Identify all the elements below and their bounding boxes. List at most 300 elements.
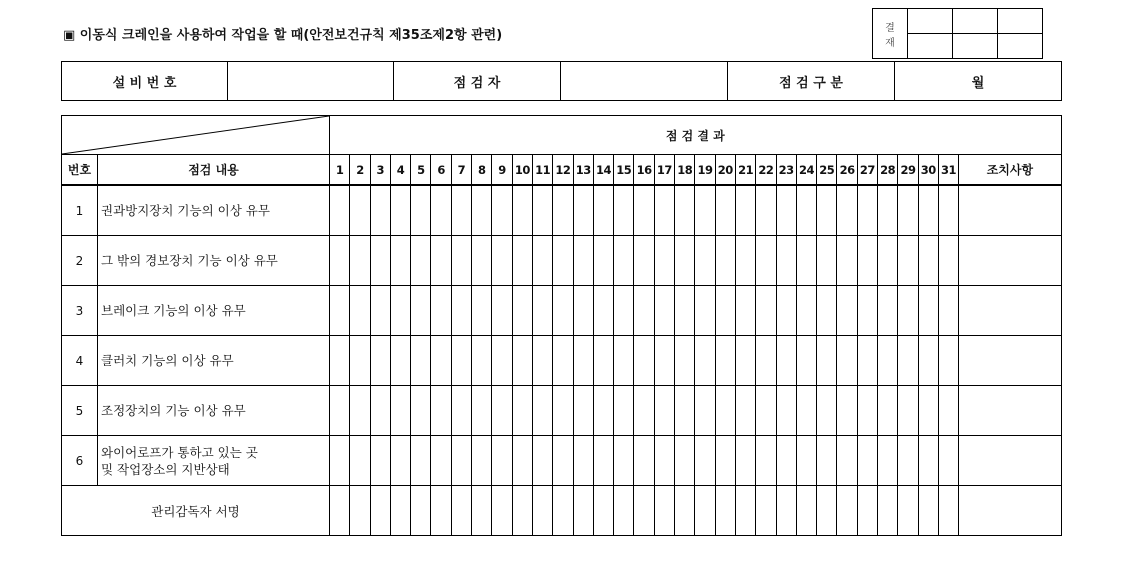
check-cell[interactable] xyxy=(634,185,654,236)
check-cell[interactable] xyxy=(654,386,674,436)
check-cell[interactable] xyxy=(938,436,958,486)
check-cell[interactable] xyxy=(370,286,390,336)
check-cell[interactable] xyxy=(532,436,552,486)
check-cell[interactable] xyxy=(938,386,958,436)
signature-cell[interactable] xyxy=(817,486,837,536)
check-cell[interactable] xyxy=(837,286,857,336)
action-cell[interactable] xyxy=(959,386,1061,436)
signature-cell[interactable] xyxy=(411,486,431,536)
check-cell[interactable] xyxy=(553,386,573,436)
check-cell[interactable] xyxy=(614,286,634,336)
check-cell[interactable] xyxy=(878,236,898,286)
col-header-day: 27 xyxy=(857,155,877,186)
check-cell[interactable] xyxy=(512,436,532,486)
item-number: 2 xyxy=(62,236,98,286)
col-header-day: 25 xyxy=(817,155,837,186)
check-cell[interactable] xyxy=(614,386,634,436)
check-cell[interactable] xyxy=(796,185,816,236)
table-row xyxy=(62,436,1062,486)
item-content-line: 조정장치의 기능 이상 유무 xyxy=(101,403,246,418)
col-header-day: 17 xyxy=(654,155,674,186)
inspector-label: 점 검 자 xyxy=(394,62,561,101)
info-table xyxy=(61,61,1062,101)
check-cell[interactable] xyxy=(898,386,918,436)
check-cell[interactable] xyxy=(796,236,816,286)
check-cell[interactable] xyxy=(654,185,674,236)
check-cell[interactable] xyxy=(776,336,796,386)
item-number: 1 xyxy=(62,185,98,236)
signature-cell[interactable] xyxy=(472,486,492,536)
check-cell[interactable] xyxy=(938,336,958,386)
check-cell[interactable] xyxy=(593,386,613,436)
check-cell[interactable] xyxy=(553,336,573,386)
category-field[interactable]: 월 xyxy=(895,62,1062,101)
check-cell[interactable] xyxy=(675,236,695,286)
col-header-day: 29 xyxy=(898,155,918,186)
action-cell[interactable] xyxy=(959,286,1061,336)
col-header-day: 18 xyxy=(675,155,695,186)
check-cell[interactable] xyxy=(634,286,654,336)
check-cell[interactable] xyxy=(330,336,350,386)
check-cell[interactable] xyxy=(715,436,735,486)
check-cell[interactable] xyxy=(431,185,451,236)
check-cell[interactable] xyxy=(817,336,837,386)
check-cell[interactable] xyxy=(472,436,492,486)
check-cell[interactable] xyxy=(715,336,735,386)
check-cell[interactable] xyxy=(451,336,471,386)
check-cell[interactable] xyxy=(878,436,898,486)
check-cell[interactable] xyxy=(330,286,350,336)
approval-cell[interactable] xyxy=(998,9,1043,34)
col-header-day: 22 xyxy=(756,155,776,186)
check-cell[interactable] xyxy=(857,286,877,336)
check-cell[interactable] xyxy=(837,386,857,436)
check-cell[interactable] xyxy=(817,386,837,436)
check-cell[interactable] xyxy=(350,436,370,486)
check-cell[interactable] xyxy=(654,286,674,336)
table-row xyxy=(62,286,1062,336)
check-cell[interactable] xyxy=(634,386,654,436)
check-cell[interactable] xyxy=(573,185,593,236)
check-cell[interactable] xyxy=(350,236,370,286)
check-cell[interactable] xyxy=(512,336,532,386)
col-header-no: 번호 xyxy=(62,155,98,186)
category-label: 점 검 구 분 xyxy=(728,62,895,101)
check-cell[interactable] xyxy=(350,336,370,386)
check-cell[interactable] xyxy=(492,436,512,486)
check-cell[interactable] xyxy=(817,436,837,486)
approval-cell[interactable] xyxy=(908,9,953,34)
signature-cell[interactable] xyxy=(695,486,715,536)
check-cell[interactable] xyxy=(695,286,715,336)
check-cell[interactable] xyxy=(573,236,593,286)
check-cell[interactable] xyxy=(451,386,471,436)
item-content-line: 권과방지장치 기능의 이상 유무 xyxy=(101,203,270,218)
check-cell[interactable] xyxy=(411,386,431,436)
check-cell[interactable] xyxy=(898,436,918,486)
check-cell[interactable] xyxy=(857,336,877,386)
check-cell[interactable] xyxy=(532,286,552,336)
approval-sign-cell[interactable] xyxy=(953,34,998,59)
check-cell[interactable] xyxy=(878,336,898,386)
item-number: 5 xyxy=(62,386,98,436)
check-cell[interactable] xyxy=(411,286,431,336)
item-content-line: 및 작업장소의 지반상태 xyxy=(101,461,230,477)
col-header-day: 30 xyxy=(918,155,938,186)
check-cell[interactable] xyxy=(492,236,512,286)
supervisor-signature-label: 관리감독자 서명 xyxy=(62,486,330,536)
approval-sign-cell[interactable] xyxy=(998,34,1043,59)
check-cell[interactable] xyxy=(553,236,573,286)
check-cell[interactable] xyxy=(472,236,492,286)
col-header-day: 14 xyxy=(593,155,613,186)
col-header-day: 16 xyxy=(634,155,654,186)
signature-cell[interactable] xyxy=(390,486,410,536)
check-cell[interactable] xyxy=(857,236,877,286)
check-cell[interactable] xyxy=(918,386,938,436)
diagonal-line xyxy=(62,116,329,154)
check-cell[interactable] xyxy=(918,236,938,286)
check-cell[interactable] xyxy=(735,236,755,286)
check-cell[interactable] xyxy=(634,336,654,386)
check-cell[interactable] xyxy=(776,185,796,236)
signature-cell[interactable] xyxy=(370,486,390,536)
check-cell[interactable] xyxy=(512,236,532,286)
signature-cell[interactable] xyxy=(431,486,451,536)
check-cell[interactable] xyxy=(817,286,837,336)
signature-cell[interactable] xyxy=(918,486,938,536)
check-cell[interactable] xyxy=(390,386,410,436)
check-cell[interactable] xyxy=(431,386,451,436)
col-header-day: 20 xyxy=(715,155,735,186)
signature-cell[interactable] xyxy=(330,486,350,536)
action-cell[interactable] xyxy=(959,436,1061,486)
check-cell[interactable] xyxy=(675,436,695,486)
check-cell[interactable] xyxy=(614,436,634,486)
check-cell[interactable] xyxy=(918,436,938,486)
check-cell[interactable] xyxy=(390,236,410,286)
col-header-day: 3 xyxy=(370,155,390,186)
form-title: ▣ 이동식 크레인을 사용하여 작업을 할 때(안전보건규칙 제35조제2항 관련) xyxy=(63,28,503,43)
check-cell[interactable] xyxy=(837,185,857,236)
col-header-day: 1 xyxy=(330,155,350,186)
check-cell[interactable] xyxy=(756,386,776,436)
signature-cell[interactable] xyxy=(451,486,471,536)
item-content xyxy=(98,336,330,386)
signature-cell[interactable] xyxy=(350,486,370,536)
inspection-table xyxy=(61,115,1062,536)
check-cell[interactable] xyxy=(370,236,390,286)
inspector-field[interactable] xyxy=(561,62,728,101)
check-cell[interactable] xyxy=(735,386,755,436)
col-header-day: 23 xyxy=(776,155,796,186)
check-cell[interactable] xyxy=(796,286,816,336)
col-header-action: 조치사항 xyxy=(959,155,1061,186)
check-cell[interactable] xyxy=(756,336,776,386)
signature-cell[interactable] xyxy=(857,486,877,536)
col-header-day: 26 xyxy=(837,155,857,186)
signature-cell[interactable] xyxy=(898,486,918,536)
check-cell[interactable] xyxy=(573,286,593,336)
col-header-content: 점검 내용 xyxy=(98,155,330,186)
check-cell[interactable] xyxy=(512,286,532,336)
item-content xyxy=(98,286,330,336)
check-cell[interactable] xyxy=(330,436,350,486)
check-cell[interactable] xyxy=(431,286,451,336)
col-header-day: 11 xyxy=(532,155,552,186)
check-cell[interactable] xyxy=(472,286,492,336)
check-cell[interactable] xyxy=(411,336,431,386)
check-cell[interactable] xyxy=(350,386,370,436)
signature-cell[interactable] xyxy=(532,486,552,536)
equipment-no-label: 설 비 번 호 xyxy=(62,62,228,101)
result-header: 점 검 결 과 xyxy=(330,116,1062,155)
check-cell[interactable] xyxy=(472,336,492,386)
check-cell[interactable] xyxy=(735,286,755,336)
check-cell[interactable] xyxy=(776,236,796,286)
check-cell[interactable] xyxy=(350,286,370,336)
check-cell[interactable] xyxy=(878,185,898,236)
check-cell[interactable] xyxy=(735,336,755,386)
check-cell[interactable] xyxy=(817,236,837,286)
check-cell[interactable] xyxy=(370,185,390,236)
check-cell[interactable] xyxy=(492,386,512,436)
check-cell[interactable] xyxy=(715,185,735,236)
check-cell[interactable] xyxy=(330,185,350,236)
check-cell[interactable] xyxy=(431,436,451,486)
check-cell[interactable] xyxy=(370,386,390,436)
col-header-day: 9 xyxy=(492,155,512,186)
diagonal-header-cell xyxy=(62,116,330,155)
col-header-day: 31 xyxy=(938,155,958,186)
col-header-day: 15 xyxy=(614,155,634,186)
table-row xyxy=(62,185,1062,236)
check-cell[interactable] xyxy=(532,185,552,236)
check-cell[interactable] xyxy=(431,336,451,386)
check-cell[interactable] xyxy=(776,386,796,436)
check-cell[interactable] xyxy=(817,185,837,236)
signature-cell[interactable] xyxy=(593,486,613,536)
check-cell[interactable] xyxy=(573,436,593,486)
check-cell[interactable] xyxy=(614,236,634,286)
check-cell[interactable] xyxy=(431,236,451,286)
check-cell[interactable] xyxy=(837,336,857,386)
item-content xyxy=(98,185,330,236)
signature-cell[interactable] xyxy=(614,486,634,536)
check-cell[interactable] xyxy=(776,286,796,336)
check-cell[interactable] xyxy=(492,336,512,386)
action-cell[interactable] xyxy=(959,185,1061,236)
check-cell[interactable] xyxy=(512,185,532,236)
check-cell[interactable] xyxy=(593,236,613,286)
check-cell[interactable] xyxy=(451,236,471,286)
check-cell[interactable] xyxy=(370,336,390,386)
check-cell[interactable] xyxy=(634,236,654,286)
signature-cell[interactable] xyxy=(776,486,796,536)
col-header-day: 12 xyxy=(553,155,573,186)
check-cell[interactable] xyxy=(350,185,370,236)
check-cell[interactable] xyxy=(918,286,938,336)
check-cell[interactable] xyxy=(411,436,431,486)
signature-cell[interactable] xyxy=(837,486,857,536)
check-cell[interactable] xyxy=(390,436,410,486)
check-cell[interactable] xyxy=(796,336,816,386)
check-cell[interactable] xyxy=(695,436,715,486)
check-cell[interactable] xyxy=(553,185,573,236)
check-cell[interactable] xyxy=(898,336,918,386)
check-cell[interactable] xyxy=(675,386,695,436)
signature-cell[interactable] xyxy=(573,486,593,536)
check-cell[interactable] xyxy=(512,386,532,436)
check-cell[interactable] xyxy=(695,185,715,236)
check-cell[interactable] xyxy=(492,185,512,236)
signature-cell[interactable] xyxy=(634,486,654,536)
check-cell[interactable] xyxy=(553,436,573,486)
col-header-day: 28 xyxy=(878,155,898,186)
check-cell[interactable] xyxy=(573,386,593,436)
check-cell[interactable] xyxy=(756,286,776,336)
equipment-no-field[interactable] xyxy=(228,62,394,101)
check-cell[interactable] xyxy=(614,185,634,236)
check-cell[interactable] xyxy=(938,185,958,236)
check-cell[interactable] xyxy=(472,185,492,236)
check-cell[interactable] xyxy=(451,436,471,486)
check-cell[interactable] xyxy=(756,185,776,236)
signature-cell[interactable] xyxy=(796,486,816,536)
action-cell[interactable] xyxy=(959,236,1061,286)
check-cell[interactable] xyxy=(878,386,898,436)
check-cell[interactable] xyxy=(492,286,512,336)
check-cell[interactable] xyxy=(593,286,613,336)
check-cell[interactable] xyxy=(898,286,918,336)
check-cell[interactable] xyxy=(675,286,695,336)
col-header-day: 2 xyxy=(350,155,370,186)
signature-cell[interactable] xyxy=(735,486,755,536)
signature-cell[interactable] xyxy=(512,486,532,536)
check-cell[interactable] xyxy=(593,185,613,236)
item-content-line: 그 밖의 경보장치 기능 이상 유무 xyxy=(101,253,278,268)
check-cell[interactable] xyxy=(532,336,552,386)
check-cell[interactable] xyxy=(918,336,938,386)
col-header-day: 6 xyxy=(431,155,451,186)
check-cell[interactable] xyxy=(532,236,552,286)
check-cell[interactable] xyxy=(857,436,877,486)
check-cell[interactable] xyxy=(898,236,918,286)
item-number: 4 xyxy=(62,336,98,386)
approval-label: 결 재 xyxy=(873,9,908,59)
signature-action-cell[interactable] xyxy=(959,486,1061,536)
check-cell[interactable] xyxy=(634,436,654,486)
check-cell[interactable] xyxy=(390,286,410,336)
col-header-day: 24 xyxy=(796,155,816,186)
item-content-line: 와이어로프가 통하고 있는 곳 xyxy=(101,444,258,460)
check-cell[interactable] xyxy=(938,236,958,286)
check-cell[interactable] xyxy=(735,185,755,236)
col-header-day: 5 xyxy=(411,155,431,186)
check-cell[interactable] xyxy=(735,436,755,486)
check-cell[interactable] xyxy=(756,236,776,286)
check-cell[interactable] xyxy=(776,436,796,486)
check-cell[interactable] xyxy=(451,286,471,336)
check-cell[interactable] xyxy=(411,236,431,286)
check-cell[interactable] xyxy=(715,286,735,336)
check-cell[interactable] xyxy=(675,336,695,386)
approval-box xyxy=(872,8,1043,59)
check-cell[interactable] xyxy=(857,386,877,436)
check-cell[interactable] xyxy=(532,386,552,436)
col-header-day: 13 xyxy=(573,155,593,186)
signature-cell[interactable] xyxy=(654,486,674,536)
check-cell[interactable] xyxy=(695,386,715,436)
check-cell[interactable] xyxy=(837,436,857,486)
check-cell[interactable] xyxy=(573,336,593,386)
check-cell[interactable] xyxy=(695,236,715,286)
check-cell[interactable] xyxy=(918,185,938,236)
check-cell[interactable] xyxy=(857,185,877,236)
check-cell[interactable] xyxy=(614,336,634,386)
check-cell[interactable] xyxy=(938,286,958,336)
item-number: 6 xyxy=(62,436,98,486)
item-content xyxy=(98,436,330,486)
col-header-day: 8 xyxy=(472,155,492,186)
signature-cell[interactable] xyxy=(553,486,573,536)
check-cell[interactable] xyxy=(411,185,431,236)
check-cell[interactable] xyxy=(472,386,492,436)
check-cell[interactable] xyxy=(654,436,674,486)
col-header-day: 21 xyxy=(735,155,755,186)
item-content xyxy=(98,236,330,286)
signature-row xyxy=(62,486,1062,536)
approval-sign-cell[interactable] xyxy=(908,34,953,59)
item-number: 3 xyxy=(62,286,98,336)
check-cell[interactable] xyxy=(654,236,674,286)
check-cell[interactable] xyxy=(756,436,776,486)
check-cell[interactable] xyxy=(390,185,410,236)
check-cell[interactable] xyxy=(796,386,816,436)
check-cell[interactable] xyxy=(675,185,695,236)
check-cell[interactable] xyxy=(898,185,918,236)
check-cell[interactable] xyxy=(370,436,390,486)
signature-cell[interactable] xyxy=(675,486,695,536)
check-cell[interactable] xyxy=(654,336,674,386)
signature-cell[interactable] xyxy=(492,486,512,536)
check-cell[interactable] xyxy=(593,336,613,386)
check-cell[interactable] xyxy=(390,336,410,386)
signature-cell[interactable] xyxy=(878,486,898,536)
check-cell[interactable] xyxy=(553,286,573,336)
table-row xyxy=(62,386,1062,436)
item-content-line: 브레이크 기능의 이상 유무 xyxy=(101,303,246,318)
check-cell[interactable] xyxy=(837,236,857,286)
check-cell[interactable] xyxy=(330,236,350,286)
check-cell[interactable] xyxy=(878,286,898,336)
col-header-day: 7 xyxy=(451,155,471,186)
col-header-day: 19 xyxy=(695,155,715,186)
check-cell[interactable] xyxy=(796,436,816,486)
check-cell[interactable] xyxy=(330,386,350,436)
action-cell[interactable] xyxy=(959,336,1061,386)
approval-cell[interactable] xyxy=(953,9,998,34)
check-cell[interactable] xyxy=(593,436,613,486)
signature-cell[interactable] xyxy=(938,486,958,536)
check-cell[interactable] xyxy=(695,336,715,386)
signature-cell[interactable] xyxy=(715,486,735,536)
signature-cell[interactable] xyxy=(756,486,776,536)
table-row xyxy=(62,236,1062,286)
check-cell[interactable] xyxy=(451,185,471,236)
check-cell[interactable] xyxy=(715,386,735,436)
check-cell[interactable] xyxy=(715,236,735,286)
